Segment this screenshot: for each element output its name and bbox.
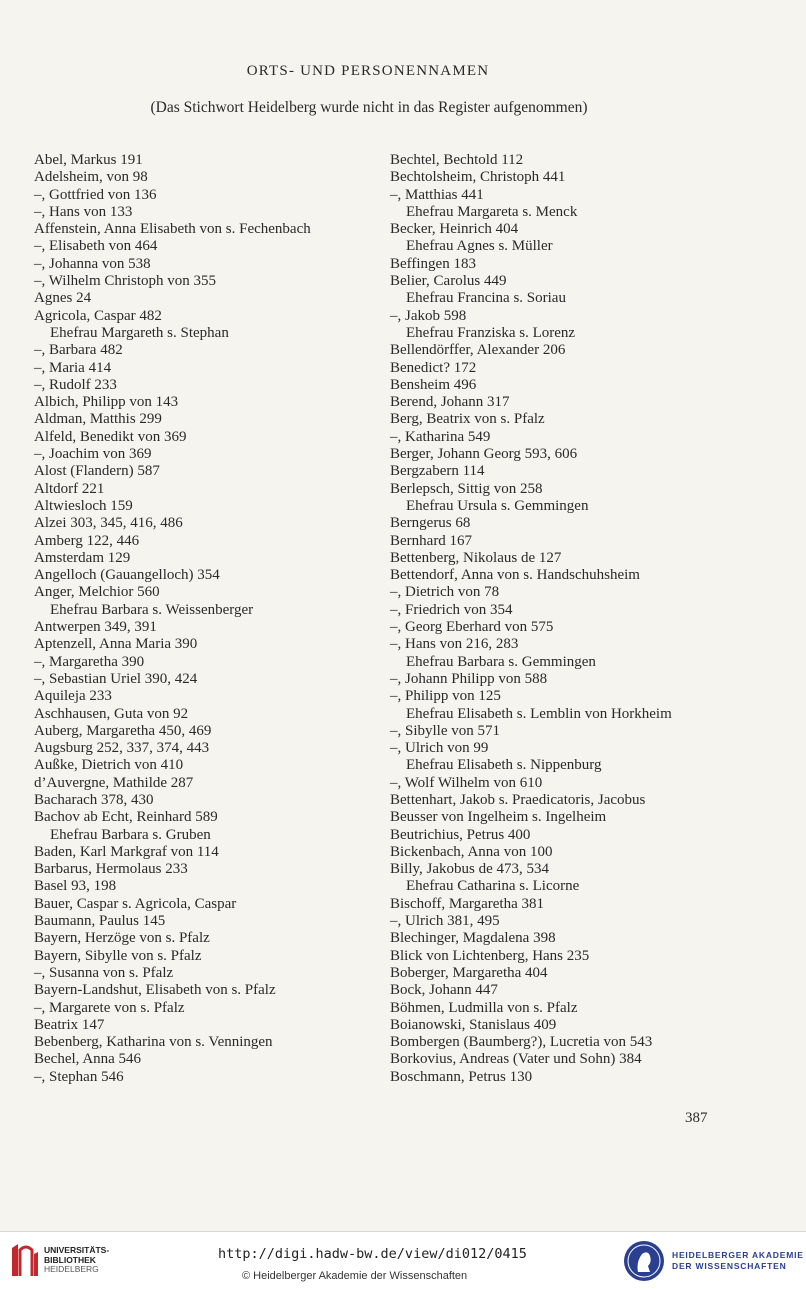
index-entry: Baden, Karl Markgraf von 114 bbox=[34, 843, 219, 860]
index-entry: Bickenbach, Anna von 100 bbox=[390, 843, 553, 860]
index-entry: Altdorf 221 bbox=[34, 480, 105, 497]
index-entry: Abel, Markus 191 bbox=[34, 152, 143, 168]
page-number: 387 bbox=[685, 1110, 708, 1126]
page-url-link[interactable]: http://digi.hadw-bw.de/view/di012/0415 bbox=[218, 1246, 527, 1262]
index-entry: Augsburg 252, 337, 374, 443 bbox=[34, 740, 210, 757]
library-name[interactable] bbox=[44, 1246, 109, 1275]
index-entry: –, Ulrich von 99 bbox=[390, 740, 489, 757]
index-entry: Blechinger, Magdalena 398 bbox=[390, 930, 556, 947]
index-subentry: Ehefrau Margareta s. Menck bbox=[406, 203, 578, 220]
index-entry: Aptenzell, Anna Maria 390 bbox=[34, 636, 198, 653]
index-entry: Benedict? 172 bbox=[390, 359, 477, 376]
academy-name[interactable] bbox=[672, 1250, 804, 1272]
index-entry: Bombergen (Baumberg?), Lucretia von 543 bbox=[390, 1034, 653, 1051]
index-entry: Berger, Johann Georg 593, 606 bbox=[390, 446, 578, 463]
index-entry: –, Wilhelm Christoph von 355 bbox=[34, 273, 217, 290]
index-entry: Bayern, Herzöge von s. Pfalz bbox=[34, 930, 210, 947]
index-subentry: Ehefrau Elisabeth s. Lemblin von Horkheim bbox=[406, 705, 672, 722]
index-entry: Bergzabern 114 bbox=[390, 463, 485, 480]
index-entry: –, Johann Philipp von 588 bbox=[390, 670, 548, 687]
index-entry: Berngerus 68 bbox=[390, 515, 471, 532]
index-entry: Basel 93, 198 bbox=[34, 878, 117, 895]
index-entry: Bensheim 496 bbox=[390, 376, 477, 393]
index-entry: Beffingen 183 bbox=[390, 255, 476, 272]
index-entry: –, Elisabeth von 464 bbox=[34, 238, 158, 255]
index-entry: Aquileja 233 bbox=[34, 688, 112, 705]
index-entry: Bebenberg, Katharina von s. Venningen bbox=[34, 1034, 273, 1051]
library-name-line1: UNIVERSITÄTS- bbox=[44, 1245, 110, 1255]
index-entry: –, Georg Eberhard von 575 bbox=[390, 619, 554, 636]
index-entry: –, Friedrich von 354 bbox=[390, 601, 513, 618]
index-entry: Becker, Heinrich 404 bbox=[390, 221, 519, 238]
index-entry: Boberger, Margaretha 404 bbox=[390, 964, 548, 981]
page-title: ORTS- UND PERSONENNAMEN bbox=[246, 63, 490, 79]
index-entry: Agnes 24 bbox=[34, 290, 92, 307]
academy-name-line2: DER WISSENSCHAFTEN bbox=[672, 1261, 787, 1271]
index-entry: Beutrichius, Petrus 400 bbox=[390, 826, 531, 843]
index-subentry: Ehefrau Barbara s. Gemmingen bbox=[406, 653, 596, 670]
library-name-line2: BIBLIOTHEK bbox=[44, 1254, 96, 1265]
index-entry: Außke, Dietrich von 410 bbox=[34, 757, 184, 774]
index-entry: Alfeld, Benedikt von 369 bbox=[34, 428, 187, 445]
index-entry: Bayern, Sibylle von s. Pfalz bbox=[34, 947, 202, 964]
index-entry: Alzei 303, 345, 416, 486 bbox=[34, 515, 183, 532]
index-entry: Belier, Carolus 449 bbox=[390, 273, 507, 290]
index-subentry: Ehefrau Ursula s. Gemmingen bbox=[406, 497, 589, 514]
index-entry: Berlepsch, Sittig von 258 bbox=[390, 480, 543, 497]
index-entry: Antwerpen 349, 391 bbox=[34, 619, 157, 636]
index-entry: –, Philipp von 125 bbox=[390, 688, 501, 705]
index-entry: –, Maria 414 bbox=[34, 359, 112, 376]
index-entry: Bechel, Anna 546 bbox=[34, 1051, 142, 1068]
index-column-right bbox=[390, 152, 750, 1086]
index-entry: –, Ulrich 381, 495 bbox=[390, 913, 500, 930]
index-entry: Bechtolsheim, Christoph 441 bbox=[390, 169, 566, 186]
page-subtitle: (Das Stichwort Heidelberg wurde nicht in das Register aufgenommen) bbox=[150, 99, 588, 116]
index-entry: Amsterdam 129 bbox=[34, 549, 131, 566]
index-entry: Bellendörffer, Alexander 206 bbox=[390, 342, 566, 359]
index-entry: –, Sebastian Uriel 390, 424 bbox=[34, 670, 198, 687]
index-entry: Beatrix 147 bbox=[34, 1016, 105, 1033]
index-subentry: Ehefrau Franziska s. Lorenz bbox=[406, 324, 576, 341]
index-entry: –, Susanna von s. Pfalz bbox=[34, 964, 174, 981]
index-entry: –, Margaretha 390 bbox=[34, 653, 145, 670]
index-entry: Baumann, Paulus 145 bbox=[34, 913, 166, 930]
index-entry: Bauer, Caspar s. Agricola, Caspar bbox=[34, 895, 237, 912]
index-entry: Alost (Flandern) 587 bbox=[34, 463, 160, 480]
index-entry: Bettendorf, Anna von s. Handschuhsheim bbox=[390, 567, 640, 584]
index-entry: Bettenhart, Jakob s. Praedicatoris, Jacobus bbox=[390, 791, 646, 808]
index-entry: Böhmen, Ludmilla von s. Pfalz bbox=[390, 999, 578, 1016]
index-column-left bbox=[34, 152, 379, 1086]
index-entry: Affenstein, Anna Elisabeth von s. Fechenbach bbox=[34, 221, 311, 238]
copyright-notice: © Heidelberger Akademie der Wissenschaften bbox=[242, 1270, 468, 1282]
index-entry: Bettenberg, Nikolaus de 127 bbox=[390, 549, 562, 566]
index-entry: –, Rudolf 233 bbox=[34, 376, 117, 393]
index-subentry: Ehefrau Elisabeth s. Nippenburg bbox=[406, 757, 602, 774]
ub-heidelberg-logo-icon[interactable] bbox=[8, 1240, 40, 1280]
index-entry: Bayern-Landshut, Elisabeth von s. Pfalz bbox=[34, 982, 276, 999]
index-entry: Berend, Johann 317 bbox=[390, 394, 510, 411]
index-subentry: Ehefrau Barbara s. Gruben bbox=[50, 826, 211, 843]
index-subentry: Ehefrau Barbara s. Weissenberger bbox=[50, 601, 254, 618]
index-entry: Aldman, Matthis 299 bbox=[34, 411, 162, 428]
index-subentry: Ehefrau Francina s. Soriau bbox=[406, 290, 566, 307]
index-entry: –, Dietrich von 78 bbox=[390, 584, 500, 601]
index-entry: –, Johanna von 538 bbox=[34, 255, 151, 272]
index-entry: Beusser von Ingelheim s. Ingelheim bbox=[390, 809, 607, 826]
academy-name-line1: HEIDELBERGER AKADEMIE bbox=[672, 1250, 804, 1260]
index-entry: Boianowski, Stanislaus 409 bbox=[390, 1016, 557, 1033]
library-name-line3: HEIDELBERG bbox=[44, 1264, 99, 1274]
index-entry: Anger, Melchior 560 bbox=[34, 584, 160, 601]
index-entry: Bechtel, Bechtold 112 bbox=[390, 152, 524, 168]
index-entry: Billy, Jakobus de 473, 534 bbox=[390, 861, 550, 878]
index-entry: Altwiesloch 159 bbox=[34, 497, 133, 514]
index-entry: –, Stephan 546 bbox=[34, 1068, 124, 1085]
index-entry: Bernhard 167 bbox=[390, 532, 473, 549]
index-entry: –, Wolf Wilhelm von 610 bbox=[390, 774, 543, 791]
index-entry: –, Sibylle von 571 bbox=[390, 722, 501, 739]
index-entry: Agricola, Caspar 482 bbox=[34, 307, 162, 324]
index-subentry: Ehefrau Catharina s. Licorne bbox=[406, 878, 580, 895]
index-entry: –, Hans von 216, 283 bbox=[390, 636, 519, 653]
index-entry: Amberg 122, 446 bbox=[34, 532, 140, 549]
index-entry: –, Katharina 549 bbox=[390, 428, 491, 445]
index-entry: –, Hans von 133 bbox=[34, 203, 133, 220]
viewer-footer bbox=[0, 1231, 806, 1290]
index-entry: –, Jakob 598 bbox=[390, 307, 467, 324]
index-entry: Bischoff, Margaretha 381 bbox=[390, 895, 544, 912]
index-entry: –, Gottfried von 136 bbox=[34, 186, 157, 203]
index-subentry: Ehefrau Margareth s. Stephan bbox=[50, 324, 229, 341]
index-subentry: Ehefrau Agnes s. Müller bbox=[406, 238, 553, 255]
index-entry: Bachov ab Echt, Reinhard 589 bbox=[34, 809, 218, 826]
index-entry: Aschhausen, Guta von 92 bbox=[34, 705, 189, 722]
index-entry: –, Joachim von 369 bbox=[34, 446, 152, 463]
index-entry: –, Matthias 441 bbox=[390, 186, 484, 203]
academy-seal-icon[interactable] bbox=[622, 1238, 666, 1284]
index-entry: Bacharach 378, 430 bbox=[34, 791, 154, 808]
index-entry: Albich, Philipp von 143 bbox=[34, 394, 179, 411]
index-entry: Boschmann, Petrus 130 bbox=[390, 1068, 533, 1085]
index-entry: Bock, Johann 447 bbox=[390, 982, 498, 999]
index-entry: Berg, Beatrix von s. Pfalz bbox=[390, 411, 545, 428]
index-entry: d’Auvergne, Mathilde 287 bbox=[34, 774, 194, 791]
index-entry: Borkovius, Andreas (Vater und Sohn) 384 bbox=[390, 1051, 642, 1068]
index-entry: –, Barbara 482 bbox=[34, 342, 123, 359]
index-entry: Blick von Lichtenberg, Hans 235 bbox=[390, 947, 590, 964]
index-entry: Barbarus, Hermolaus 233 bbox=[34, 861, 188, 878]
index-entry: Angelloch (Gauangelloch) 354 bbox=[34, 567, 220, 584]
index-entry: Auberg, Margaretha 450, 469 bbox=[34, 722, 212, 739]
index-entry: Adelsheim, von 98 bbox=[34, 169, 148, 186]
index-entry: –, Margarete von s. Pfalz bbox=[34, 999, 185, 1016]
